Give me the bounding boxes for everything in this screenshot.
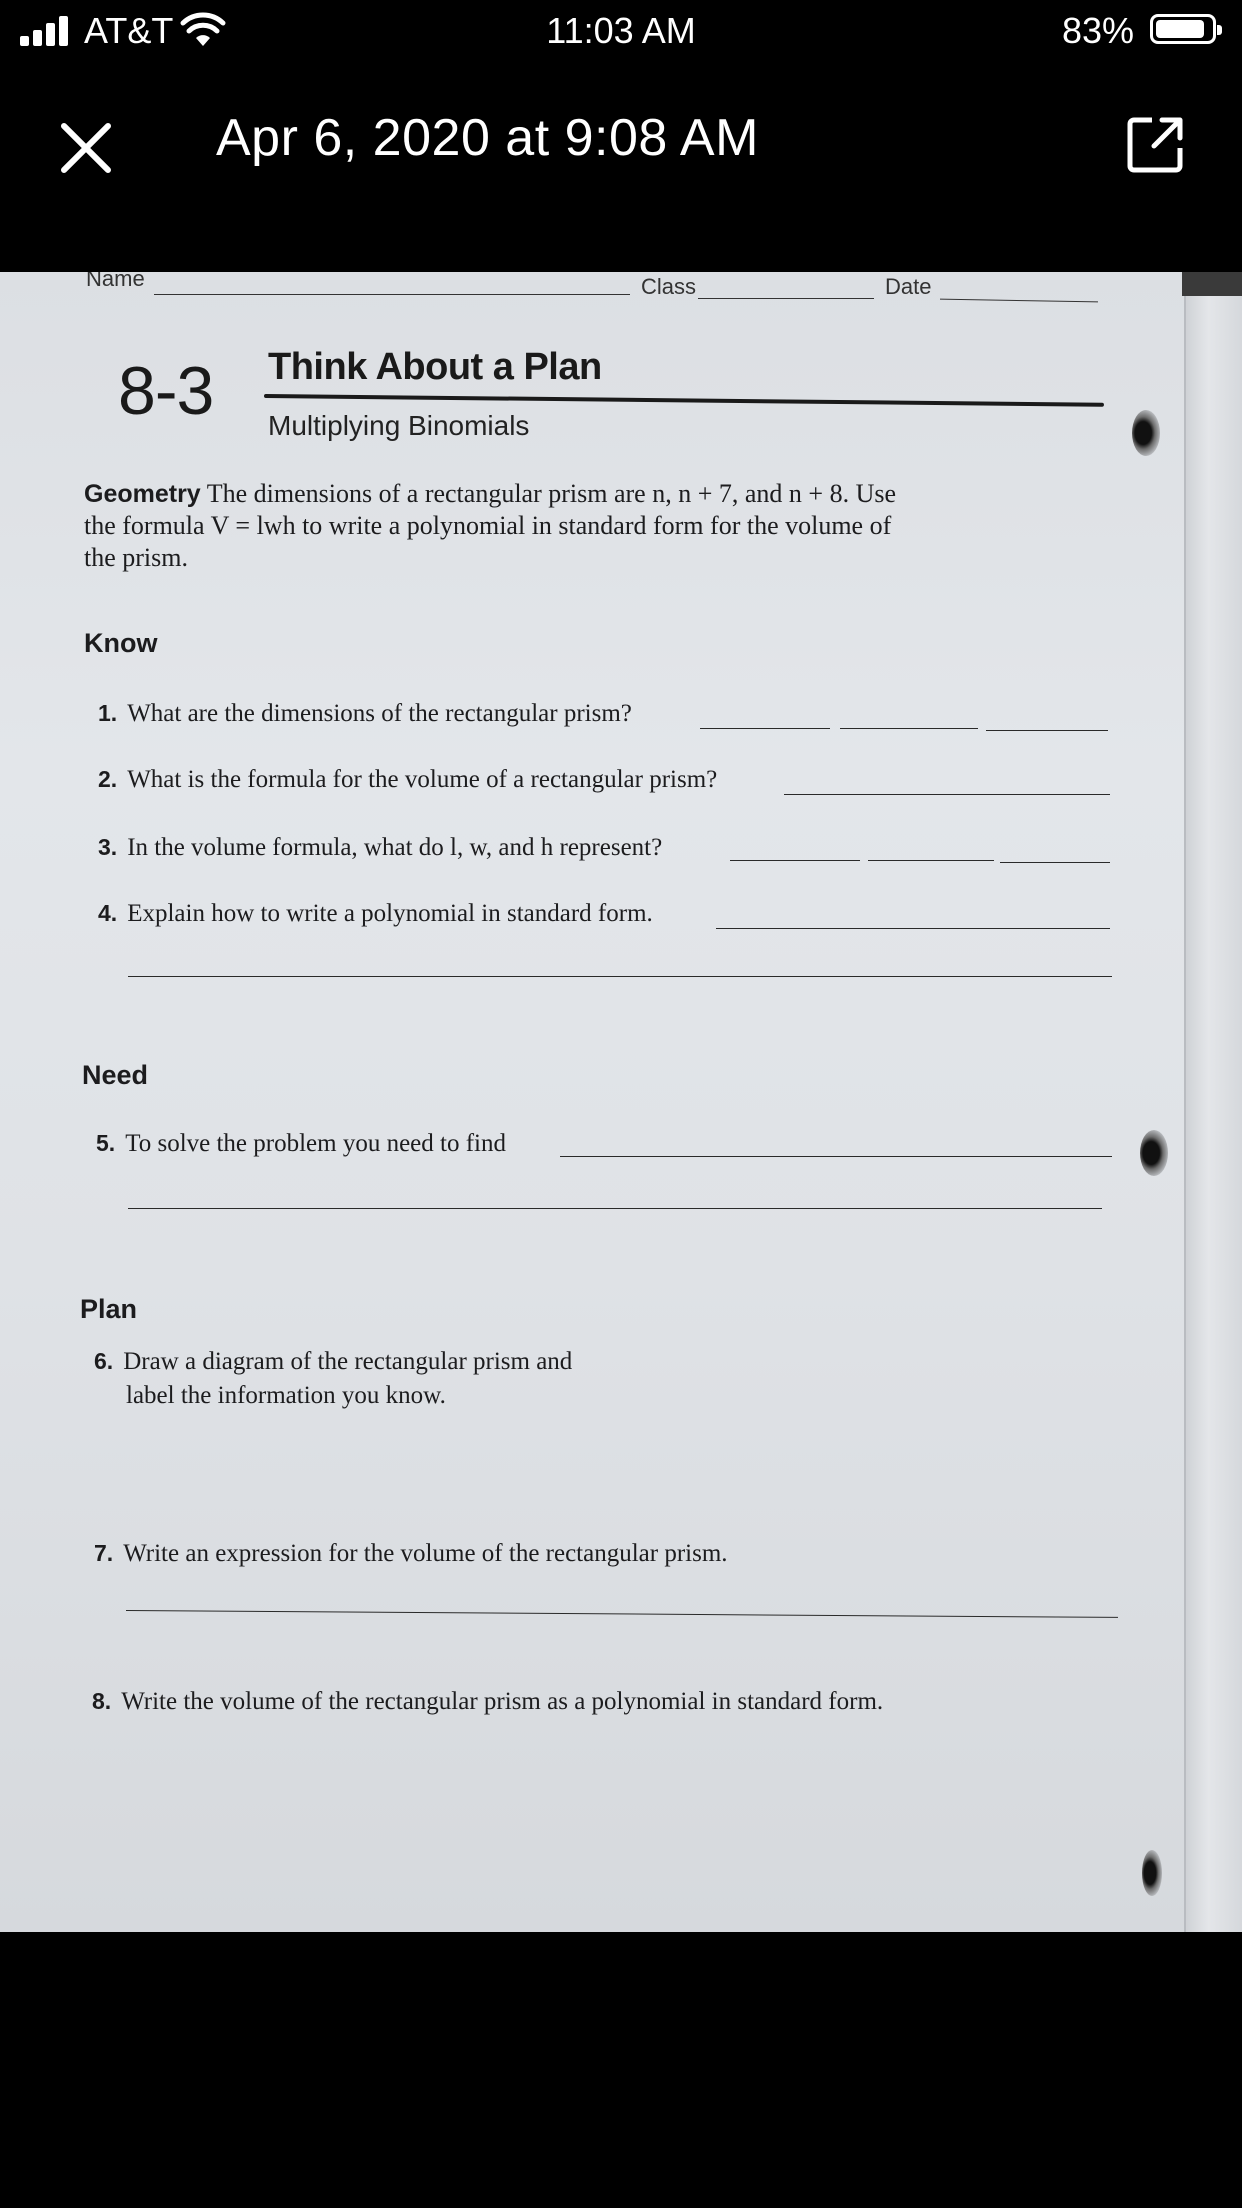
problem-line-2: the formula V = lwh to write a polynomial in standard form for the volume of (84, 511, 892, 540)
binder-hole (1140, 1130, 1168, 1176)
answer-line[interactable] (840, 728, 978, 729)
share-icon[interactable] (1126, 114, 1186, 174)
class-label: Class (641, 274, 697, 299)
question-1: 1. What are the dimensions of the rectangular prism? (98, 700, 632, 727)
battery-icon (1150, 14, 1216, 44)
problem-line-3: the prism. (84, 543, 188, 572)
page-edge (1184, 272, 1242, 1932)
section-plan: Plan (80, 1294, 138, 1324)
question-6: 6. Draw a diagram of the rectangular prism and label the information you know. (94, 1348, 573, 1409)
status-bar (0, 0, 1242, 62)
lesson-subtitle: Multiplying Binomials (268, 410, 530, 441)
answer-line[interactable] (560, 1156, 1112, 1157)
answer-line[interactable] (986, 730, 1108, 731)
name-line (154, 294, 630, 295)
answer-line[interactable] (868, 860, 994, 861)
title-rule (264, 394, 1104, 407)
answer-line[interactable] (128, 1208, 1102, 1209)
answer-line[interactable] (1000, 862, 1110, 863)
carrier-name: AT&T (84, 10, 174, 51)
lesson-title: Think About a Plan (268, 346, 602, 388)
question-2: 2. What is the formula for the volume of a rectangular prism? (98, 766, 718, 793)
date-line (940, 299, 1098, 303)
answer-line[interactable] (128, 976, 1112, 977)
photo-timestamp-title: Apr 6, 2020 at 9:08 AM (216, 109, 759, 167)
question-3: 3. In the volume formula, what do l, w, and h represent? (98, 834, 663, 861)
lesson-number: 8-3 (118, 353, 214, 429)
section-know: Know (84, 628, 158, 658)
problem-label: Geometry (84, 480, 201, 508)
question-7: 7. Write an expression for the volume of the rectangular prism. (94, 1540, 728, 1567)
question-4: 4. Explain how to write a polynomial in standard form. (98, 900, 653, 927)
close-icon[interactable] (56, 118, 116, 178)
binder-hole (1132, 410, 1160, 456)
clock: 11:03 AM (546, 10, 696, 51)
question-5: 5. To solve the problem you need to find (96, 1130, 506, 1157)
problem-line-1: The dimensions of a rectangular prism are n, n + 7, and n + 8. Use (206, 479, 897, 508)
class-line (698, 298, 874, 299)
section-need: Need (82, 1060, 149, 1090)
answer-line[interactable] (784, 794, 1110, 795)
answer-line[interactable] (716, 928, 1110, 929)
question-8: 8. Write the volume of the rectangular prism as a polynomial in standard form. (92, 1688, 884, 1715)
problem-statement (84, 478, 1014, 574)
date-label: Date (885, 274, 932, 299)
answer-line[interactable] (730, 860, 860, 861)
binder-hole (1142, 1850, 1162, 1896)
name-label: Name (86, 272, 145, 291)
answer-line[interactable] (700, 728, 830, 729)
worksheet-photo[interactable] (0, 272, 1242, 1932)
photo-viewer-header (0, 62, 1242, 272)
answer-line[interactable] (126, 1610, 1118, 1618)
battery-percentage: 83% (1061, 10, 1134, 51)
